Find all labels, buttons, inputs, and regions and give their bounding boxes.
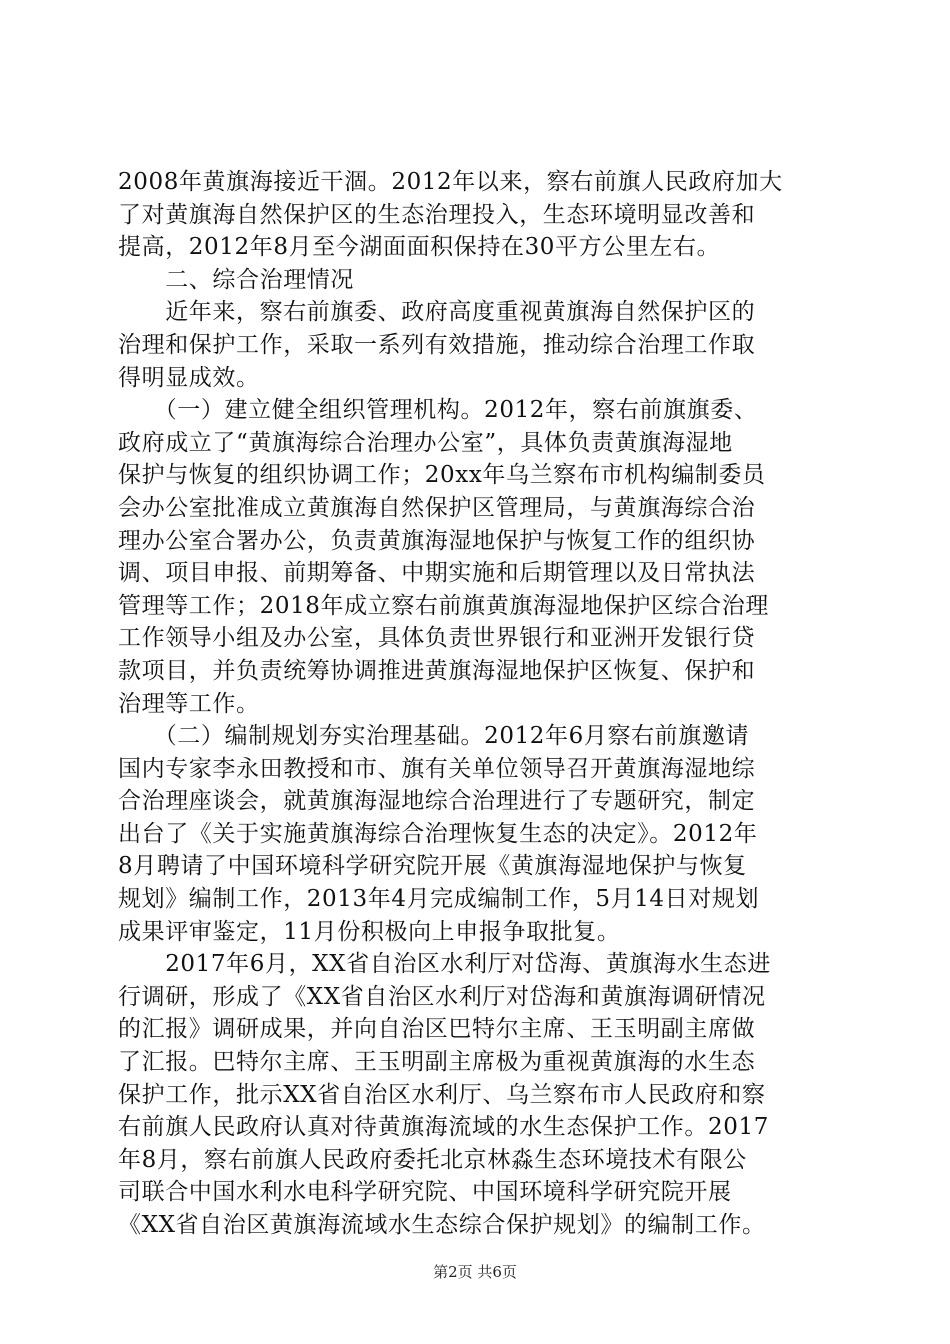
page-footer: 第2页 共6页 bbox=[433, 1263, 517, 1281]
text-line: 了汇报。巴特尔主席、王玉明副主席极为重视黄旗海的水生态 bbox=[118, 1049, 756, 1076]
text-line: 近年来，察右前旗委、政府高度重视黄旗海自然保护区的 bbox=[118, 299, 756, 326]
text-line: 2017年6月，XX省自治区水利厅对岱海、黄旗海水生态进 bbox=[118, 951, 771, 978]
text-line: 治理和保护工作，采取一系列有效措施，推动综合治理工作取 bbox=[118, 331, 756, 358]
text-line: 保护工作，批示XX省自治区水利厅、乌兰察布市人民政府和察 bbox=[118, 1081, 766, 1108]
text-line: 右前旗人民政府认真对待黄旗海流域的水生态保护工作。2017 bbox=[118, 1114, 769, 1141]
text-line: 二、综合治理情况 bbox=[118, 266, 354, 293]
text-line: 规划》编制工作，2013年4月完成编制工作，5月14日对规划 bbox=[118, 886, 760, 913]
text-line: 出台了《关于实施黄旗海综合治理恢复生态的决定》。2012年 bbox=[118, 820, 758, 847]
text-line: 行调研，形成了《XX省自治区水利厅对岱海和黄旗海调研情况 bbox=[118, 983, 766, 1010]
text-line: 的汇报》调研成果，并向自治区巴特尔主席、王玉明副主席做 bbox=[118, 1016, 756, 1043]
text-line: （二）编制规划夯实治理基础。2012年6月察右前旗邀请 bbox=[118, 723, 750, 750]
text-line: 司联合中国水利水电科学研究院、中国环境科学研究院开展 bbox=[118, 1179, 732, 1206]
text-line: 提高，2012年8月至今湖面面积保持在30平方公里左右。 bbox=[118, 234, 721, 261]
text-line: 合治理座谈会，就黄旗海湿地综合治理进行了专题研究，制定 bbox=[118, 788, 756, 815]
text-line: 国内专家李永田教授和市、旗有关单位领导召开黄旗海湿地综 bbox=[118, 755, 756, 782]
text-line: 管理等工作；2018年成立察右前旗黄旗海湿地保护区综合治理 bbox=[118, 592, 769, 619]
text-line: 调、项目申报、前期筹备、中期实施和后期管理以及日常执法 bbox=[118, 560, 756, 587]
text-line: 8月聘请了中国环境科学研究院开展《黄旗海湿地保护与恢复 bbox=[118, 853, 747, 880]
text-line: 治理等工作。 bbox=[118, 690, 260, 717]
text-line: 会办公室批准成立黄旗海自然保护区管理局，与黄旗海综合治 bbox=[118, 494, 756, 521]
text-line: （一）建立健全组织管理机构。2012年，察右前旗旗委、 bbox=[118, 397, 758, 424]
text-line: 得明显成效。 bbox=[118, 364, 260, 391]
text-line: 政府成立了“黄旗海综合治理办公室”，具体负责黄旗海湿地 bbox=[118, 429, 733, 456]
text-line: 《XX省自治区黄旗海流域水生态综合保护规划》的编制工作。 bbox=[118, 1212, 766, 1238]
text-line: 款项目，并负责统筹协调推进黄旗海湿地保护区恢复、保护和 bbox=[118, 657, 756, 684]
text-line: 保护与恢复的组织协调工作；20xx年乌兰察布市机构编制委员 bbox=[118, 462, 766, 489]
document-body bbox=[118, 166, 838, 1242]
text-line: 工作领导小组及办公室，具体负责世界银行和亚洲开发银行贷 bbox=[118, 625, 756, 652]
text-line: 年8月，察右前旗人民政府委托北京林淼生态环境技术有限公 bbox=[118, 1146, 747, 1173]
text-line: 了对黄旗海自然保护区的生态治理投入，生态环境明显改善和 bbox=[118, 201, 756, 228]
text-line: 2008年黄旗海接近干涸。2012年以来，察右前旗人民政府加大 bbox=[118, 169, 783, 195]
text-line: 理办公室合署办公，负责黄旗海湿地保护与恢复工作的组织协 bbox=[118, 527, 756, 554]
text-line: 成果评审鉴定，11月份积极向上申报争取批复。 bbox=[118, 918, 621, 945]
